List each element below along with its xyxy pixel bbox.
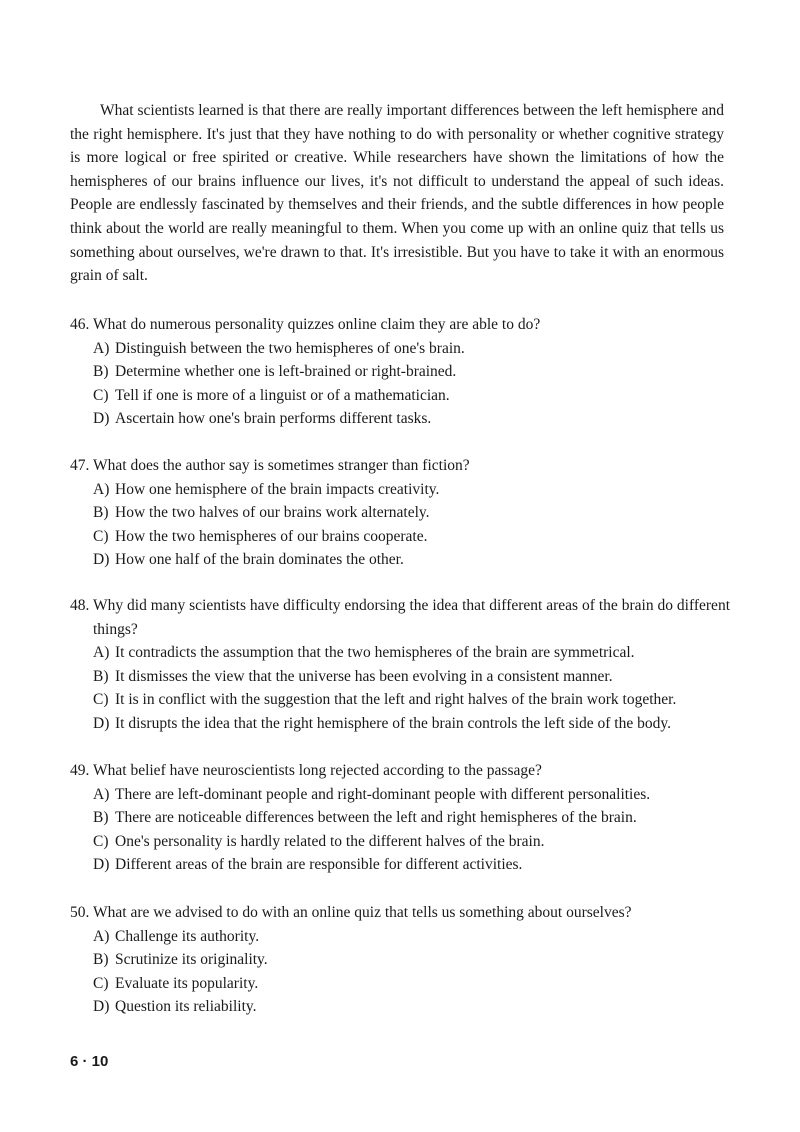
option-letter: C) bbox=[93, 974, 109, 992]
option-letter: B) bbox=[93, 667, 109, 685]
option-text: Scrutinize its originality. bbox=[115, 951, 268, 968]
question-number: 46. bbox=[70, 316, 90, 333]
option-text: It disrupts the idea that the right hemisphere of the brain controls the left side of the body. bbox=[115, 714, 671, 732]
question-text: What does the author say is sometimes stranger than fiction? bbox=[93, 457, 470, 474]
option-letter: D) bbox=[93, 410, 110, 427]
options-list bbox=[93, 783, 730, 877]
options-list bbox=[93, 337, 730, 431]
option-text: Question its reliability. bbox=[115, 998, 257, 1015]
option-a bbox=[93, 478, 730, 502]
option-letter: C) bbox=[93, 691, 109, 708]
option-text: How the two halves of our brains work alternately. bbox=[115, 504, 430, 521]
question-text: Why did many scientists have difficulty endorsing the idea that different areas of the brain do different things? bbox=[93, 597, 730, 638]
question-text: What belief have neuroscientists long rejected according to the passage? bbox=[93, 762, 542, 779]
option-text: One's personality is hardly related to the different halves of the brain. bbox=[115, 832, 545, 850]
option-letter: A) bbox=[93, 927, 110, 945]
option-b bbox=[93, 806, 730, 830]
question-47 bbox=[70, 454, 730, 572]
option-text: There are left-dominant people and right-dominant people with different personalities. bbox=[115, 785, 651, 803]
option-c bbox=[93, 384, 730, 408]
option-letter: B) bbox=[93, 363, 109, 380]
option-text: Challenge its authority. bbox=[115, 927, 260, 945]
option-text: Different areas of the brain are responsible for different activities. bbox=[115, 856, 523, 873]
option-letter: C) bbox=[93, 832, 109, 850]
option-a bbox=[93, 783, 730, 807]
option-text: Determine whether one is left-brained or right-brained. bbox=[115, 363, 457, 380]
option-letter: A) bbox=[93, 339, 110, 357]
option-text: It dismisses the view that the universe has been evolving in a consistent manner. bbox=[115, 667, 613, 685]
question-49 bbox=[70, 759, 730, 877]
option-a bbox=[93, 337, 730, 361]
option-b bbox=[93, 665, 730, 689]
option-c bbox=[93, 972, 730, 996]
option-d bbox=[93, 407, 730, 431]
option-letter: B) bbox=[93, 504, 109, 521]
option-letter: A) bbox=[93, 480, 110, 498]
option-d bbox=[93, 712, 730, 736]
option-text: There are noticeable differences between the left and right hemispheres of the brain. bbox=[115, 809, 637, 826]
options-list bbox=[93, 478, 730, 572]
question-number: 50. bbox=[70, 904, 90, 921]
option-text: How one half of the brain dominates the other. bbox=[115, 551, 404, 568]
question-text: What are we advised to do with an online quiz that tells us something about ourselves? bbox=[93, 904, 632, 921]
option-text: Tell if one is more of a linguist or of a mathematician. bbox=[115, 386, 450, 404]
question-stem bbox=[70, 759, 730, 783]
question-number: 49. bbox=[70, 762, 90, 779]
option-d bbox=[93, 548, 730, 572]
option-b bbox=[93, 360, 730, 384]
option-letter: B) bbox=[93, 951, 109, 968]
option-a bbox=[93, 641, 730, 665]
question-text: What do numerous personality quizzes online claim they are able to do? bbox=[93, 316, 541, 333]
option-b bbox=[93, 501, 730, 525]
options-list bbox=[93, 925, 730, 1019]
page-number: 6 · 10 bbox=[70, 1053, 109, 1070]
option-d bbox=[93, 995, 730, 1019]
option-text: How the two hemispheres of our brains cooperate. bbox=[115, 527, 428, 545]
question-stem bbox=[70, 313, 730, 337]
option-c bbox=[93, 688, 730, 712]
option-c bbox=[93, 525, 730, 549]
option-letter: D) bbox=[93, 551, 110, 568]
option-c bbox=[93, 830, 730, 854]
option-letter: D) bbox=[93, 714, 110, 732]
option-letter: C) bbox=[93, 527, 109, 545]
question-50 bbox=[70, 901, 730, 1019]
option-letter: A) bbox=[93, 785, 110, 803]
question-number: 47. bbox=[70, 457, 90, 474]
question-46 bbox=[70, 313, 730, 431]
option-text: Evaluate its popularity. bbox=[115, 974, 259, 992]
option-letter: C) bbox=[93, 386, 109, 404]
question-number: 48. bbox=[70, 597, 90, 614]
option-text: Distinguish between the two hemispheres of one's brain. bbox=[115, 339, 465, 357]
options-list bbox=[93, 641, 730, 735]
option-letter: D) bbox=[93, 856, 110, 873]
question-stem bbox=[70, 454, 730, 478]
option-d bbox=[93, 853, 730, 877]
option-text: It contradicts the assumption that the two hemispheres of the brain are symmetrical. bbox=[115, 644, 635, 661]
option-letter: B) bbox=[93, 809, 109, 826]
option-text: Ascertain how one's brain performs different tasks. bbox=[115, 410, 432, 427]
option-letter: D) bbox=[93, 998, 110, 1015]
option-letter: A) bbox=[93, 644, 110, 661]
question-stem bbox=[70, 594, 730, 641]
passage-paragraph: What scientists learned is that there are really important differences between the left hemisphere and the right hemisphere. It's just that they have nothing to do with personality or whether cognitive strategy is more logical or free spirited or creative. While researchers have shown the limitations of how the hemispheres of our brains influence our lives, it's not difficult to understand the appeal of such ideas. People are endlessly fascinated by themselves and their friends, and the subtle differences in how people think about the world are really meaningful to them. When you come up with an online quiz that tells us something about ourselves, we're drawn to that. It's irresistible. But you have to take it with an enormous grain of salt. bbox=[70, 102, 724, 285]
option-text: How one hemisphere of the brain impacts creativity. bbox=[115, 480, 440, 498]
option-a bbox=[93, 925, 730, 949]
option-text: It is in conflict with the suggestion that the left and right halves of the brain work together. bbox=[115, 691, 677, 708]
question-stem bbox=[70, 901, 730, 925]
option-b bbox=[93, 948, 730, 972]
question-48 bbox=[70, 594, 730, 735]
